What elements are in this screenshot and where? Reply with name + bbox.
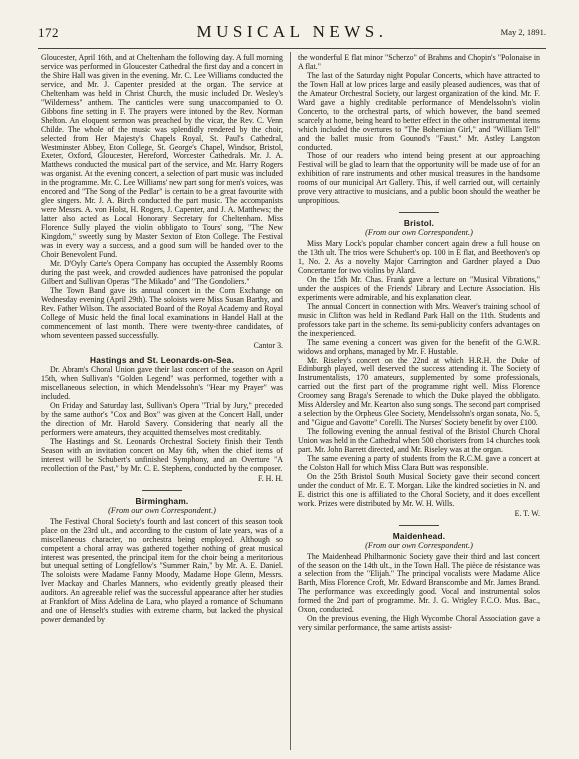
correspondent-line: (From our own Correspondent.) <box>365 540 473 550</box>
paragraph: The Town Band gave its annual concert in the Corn Exchange on Wednesday evening (April 29th). The soloists were Miss Susan Barthy, and Rev. Father Wilson. The associated Board of the Royal Academy and Royal College of Music held the final local examinations in Handel Hall at the commencement of last month. There were twenty-three candidates, of whom seventeen passed successfully. <box>41 285 283 340</box>
paragraph: On the 15th Mr. Chas. Frank gave a lecture on "Musical Vibrations," under the auspices of the Friends' Library and Lecture Association. His experiments were admirable, and his explanation clear. <box>298 274 540 302</box>
section-heading-birmingham: Birmingham. <box>135 495 189 506</box>
paragraph: On the previous evening, the High Wycombe Choral Association gave a very similar performance, the same artists assist- <box>298 614 540 633</box>
paragraph: Gloucester, April 16th, and at Cheltenham the following day. A full morning service was performed in Gloucester Cathedral the first day and a concert in the Shire Hall was given in the evening. Mr. C. Lee Williams conducted the service, and Mr. J. Capenter presided at the organ. The service at Cheltenham was held in Christ Church, the music included Dr. Wesley's "Wilderness" anthem. The canticles were sung unaccompanied to O. Gibbons fine setting in F. The prayers were intoned by the Rev. Norman Shelton. An eloquent sermon was preached by the vicar, the Rev. C. Venn Childe. The whole of the music was splendidly rendered by the choir, selected from Her Majesty's Chapels Royal, St. Paul's Cathedral, Westminster Abbey, Eton College, St. George's Chapel, Windsor, Bristol, Exeter, Oxford, Gloucester, Hereford, Worcester Cathedrals. Mr. J. A. Matthews conducted the musical part of the service, and Mr. Harry Rogers was organist. At the evening concert, a selection of part music was included in the programme. Mr. C. Lee Williams' new part song for men's voices, was encored and "The Song of the Pedlar" is certain to be a great favourite with glee singers. Mr. J. A. Birch conducted the part music. The accompanists were Messrs. A. von Holst, H. Rogers, J. Capenter, and J. A. Matthews; the latter also acted as Local Honorary Secretary for Cheltenham. Miss Florence Sully played the violin obbligato to Tours' song, "The New Kingdom," sweetly sung by Master Sexton of Eton College. The Festival was in every way a success, and a good sum will be handed over to the Choir Benevolent Fund. <box>41 54 283 259</box>
issue-date: May 2, 1891. <box>500 27 546 37</box>
paragraph: The same evening a party of students from the R.C.M. gave a concert at the Colston Hall for which Miss Clara Butt was responsible. <box>298 453 540 472</box>
correspondent-line: (From our own Correspondent.) <box>108 505 216 515</box>
paragraph: The following evening the annual festival of the Bristol Church Choral Union was held in the Cathedral when 500 choristers from 14 churches took part. Mr. John Barrett directed, and Mr. Riseley was at the organ. <box>298 427 540 455</box>
paragraph: The Festival Choral Society's fourth and last concert of this season took place on the 23rd ult., and according to the custom of late years, was of a miscellaneous character, no orchestra being employed. Although so competent a choral array was gathered together nothing of great musical interest was presented, the principal item for the choir being a meritorious but unequal setting of Longfellow's "Summer Rain," by Mr. A. E. Daniel. The soloists were Madame Fanny Moody, Madame Hope Glenn, Messrs. Iver Mackay and Charles Manners, who evidently greatly pleased their auditors. An agreeable relief was the successful appearance after her studies at Frankfort of Miss Adelina de Lara, who played a romance of Schumann and one of Henselt's studies with extreme charm, but lacked the physical power demanded by <box>41 516 283 625</box>
page-header <box>38 22 546 44</box>
section-heading-maidenhead: Maidenhead. <box>392 530 446 541</box>
paragraph: the wonderful E flat minor "Scherzo" of Brahms and Chopin's "Polonaise in A flat." <box>298 54 540 71</box>
signature: F. H. H. <box>257 473 283 483</box>
paragraph: Dr. Abram's Choral Union gave their last concert of the season on April 15th, when Sullivan's "Golden Legend" was performed, together with a miscellaneous selection, in which Mendelssohn's "Hear my Prayer" was included. <box>41 365 283 402</box>
signature: Cantor 3. <box>253 340 283 350</box>
section-heading-bristol: Bristol. <box>403 218 435 229</box>
paragraph: Mr. Riseley's concert on the 22nd at which H.R.H. the Duke of Edinburgh played, well deserved the success attending it. The Society of Instrumentalists, 170 amateurs, supplemented by some professionals, carried out the first part of the programme right well. Miss Florence Croomey sang Braga's Serenade to which the Duke played the obbligato. Miss Aldersley and Mr. Kearton also sung songs. The second part comprised a selection by the Orpheus Glee Society, Mendelssohn's organ sonata, No. 5, and "Gigue and Gavotte" Corelli. The Nurses' Society benefit by over £100. <box>298 355 540 428</box>
paragraph: On Friday and Saturday last, Sullivan's Opera "Trial by Jury," preceded by the same author's "Cox and Box" was given at the Concert Hall, under the direction of Mr. Harold Savery. Considering that nearly all the performers were amateurs, they acquitted themselves most creditably. <box>41 401 283 438</box>
left-column <box>41 54 283 754</box>
right-column <box>298 54 540 754</box>
paragraph: The Hastings and St. Leonards Orchestral Society finish their Tenth Season with an invitation concert on May 6th, when the chief items of interest will be Schubert's unfinished Symphony, and an Overture "A recollection of the Past," by Mr. C. E. Stephens, conducted by the composer. <box>41 437 283 473</box>
publication-title: MUSICAL NEWS. <box>196 22 388 41</box>
paragraph: Miss Mary Lock's popular chamber concert again drew a full house on the 13th ult. The trios were Schubert's op. 100 in E flat, and Beethoven's op 1, No. 2. As a novelty Major Carrington and Gardner played a Duo Concertante for two violins by Alard. <box>298 239 540 275</box>
paragraph: The annual Concert in connection with Mrs. Weaver's training school of music in Clifton was held in Redland Park Hall on the 11th. Students and professors take part in the scheme. Its semi-publicity confers advantages on the inexperienced. <box>298 301 540 338</box>
paragraph: On the 25th Bristol South Musical Society gave their second concert under the conduct of Mr. E. T. Morgan. Like the kindred societies in N. and E. district this one is affiliated to the Choral Society, and it does excellent work. Prizes were distributed by Mr. W. H. Wills. <box>298 471 540 508</box>
paragraph: The last of the Saturday night Popular Concerts, which have attracted to the Town Hall at low prices large and easily pleased audiences, was that of the Amateur Orchestral Society, our largest organization of the kind. Mr. F. Ward gave a highly creditable performance of Mendelssohn's violin Concerto, to the orchestral parts, of which however, the band seemed scarcely at home, being heard to better effect in the other instrumental items which included the overtures to "The Bohemian Girl," and "William Tell" and the ballet music from Gounod's "Faust." Mr. Astley Langston conducted. <box>298 70 540 152</box>
page-number: 172 <box>38 25 59 40</box>
paragraph: The Maidenhead Philharmonic Society gave their third and last concert of the season on the 14th ult., in the Town Hall. The pièce de résistance was a selection from the "Elijah." The principal vocalists were Madame Alice Barth, Miss Florence Croft, Mr. Edward Branscombe and Mr. James Brand. The performance was exceedingly good. Vocal and instrumental solos formed the 2nd part of programme. Mr. J. G. Wrigley F.C.O. Mus. Bac., Oxon, conducted. <box>298 551 540 615</box>
paragraph: The same evening a concert was given for the benefit of the G.W.R. widows and orphans, managed by Mr. F. Hustable. <box>298 337 540 356</box>
signature: E. T. W. <box>514 508 540 518</box>
section-divider <box>142 490 182 491</box>
section-divider <box>399 212 439 213</box>
section-heading-hastings: Hastings and St. Leonards-on-Sea. <box>90 355 234 366</box>
column-divider <box>290 52 291 750</box>
section-divider <box>399 525 439 526</box>
paragraph: Mr. D'Oyly Carte's Opera Company has occupied the Assembly Rooms during the past week, and crowded audiences have patronised the popular Gilbert and Sullivan Operas "The Mikado" and "The Gondoliers." <box>41 258 283 286</box>
header-rule <box>38 48 546 49</box>
paragraph: Those of our readers who intend being present at our approaching Festival will be glad to learn that the opportunity will be made use of for an exhibition of rare instruments and other musical treasures in the handsome rooms of our municipal Art Gallery. This, if well carried out, will certainly prove very attractive to musicians, and a public boon should the weather be unpropitious. <box>298 151 540 206</box>
correspondent-line: (From our own Correspondent.) <box>365 228 473 238</box>
